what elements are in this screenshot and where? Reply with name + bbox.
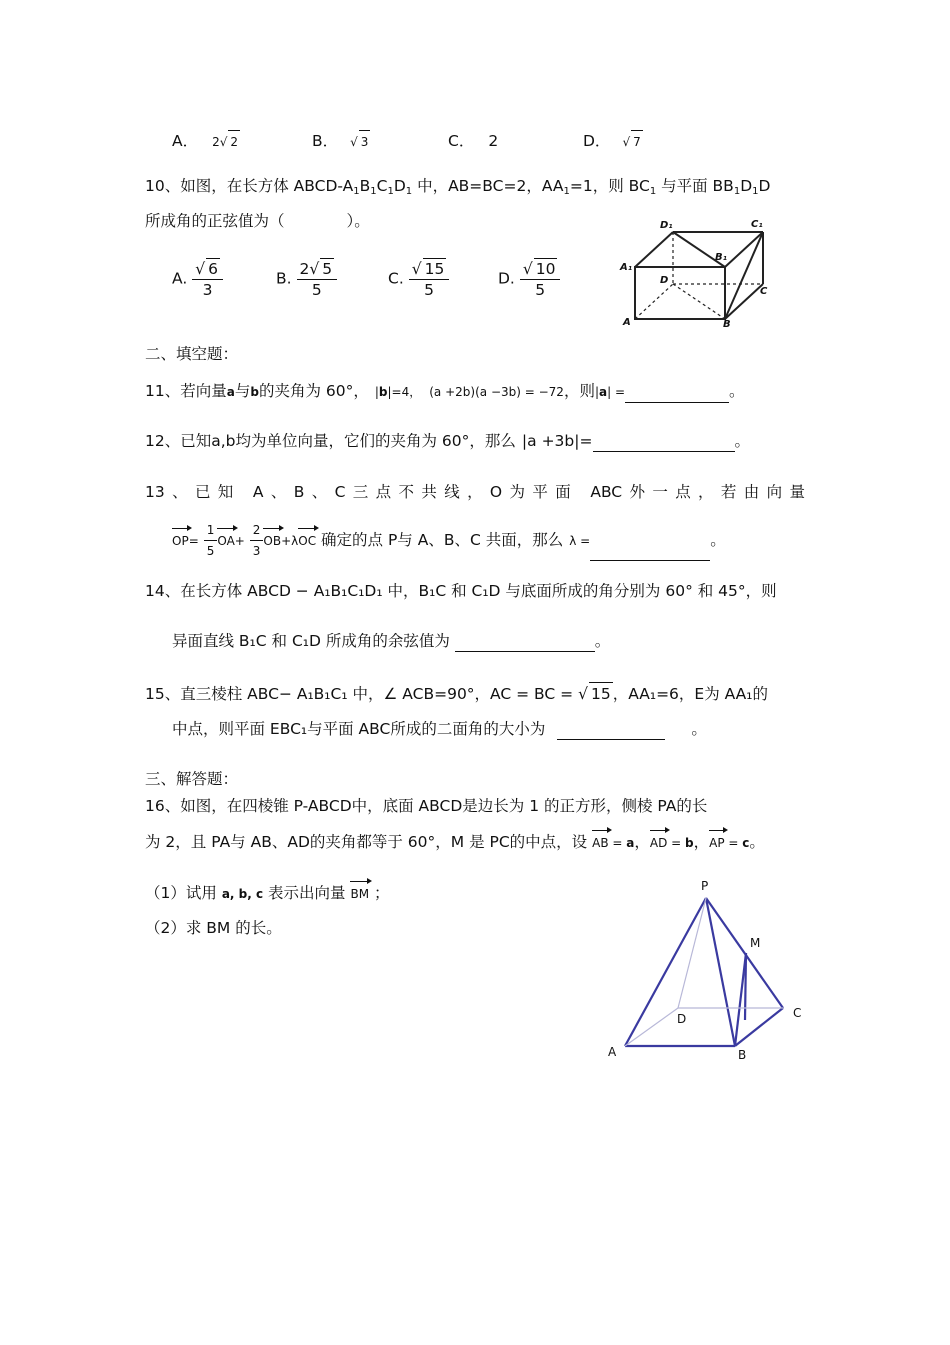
q10-option-b: B. $\frac{2√ 5}{5}$ bbox=[276, 258, 337, 300]
q10-option-c: C. $\frac{√ 15}{5}$ bbox=[388, 258, 449, 300]
pyramid-figure bbox=[600, 875, 810, 1065]
label-C: C bbox=[760, 286, 768, 297]
q15-line2: 中点，则平面 EBC₁与平面 ABC所成的二面角的大小为 。 bbox=[172, 720, 707, 738]
section-fill-in-title: 二、填空题： bbox=[145, 345, 239, 363]
q11-text: 11、若向量a与b的夹角为 60°， |b|=4， (a +2b)(a −3b) = −72，则|a| = 。 bbox=[145, 380, 745, 403]
q10-option-a: A. $\frac{√ 6}{3}$ bbox=[172, 258, 223, 300]
q12-text: 12、已知a,b均为单位向量，它们的夹角为 60°，那么 |a +3b|= 。 bbox=[145, 432, 751, 450]
section-answer-title: 三、解答题： bbox=[145, 770, 239, 788]
q9-option-c: C． 2 bbox=[448, 132, 499, 150]
q13-line2: OP= $\frac{1}{5}$ OA+ $\frac{2}{3}$ OB+λOC 确定的点 P与 A、B、C 共面，那么 λ = 。 bbox=[172, 520, 726, 561]
q9-option-d: D． √ 7 bbox=[583, 130, 643, 153]
q16-line1: 16、如图，在四棱锥 P-ABCD中，底面 ABCD是边长为 1 的正方形，侧棱 PA的长 bbox=[145, 797, 708, 815]
label-D: D bbox=[677, 1012, 687, 1026]
q16-part2: （2）求 BM 的长。 bbox=[145, 919, 282, 937]
cuboid-figure bbox=[615, 212, 775, 330]
label-A1: A₁ bbox=[620, 262, 633, 273]
label-C: C bbox=[793, 1006, 802, 1020]
label-A: A bbox=[608, 1045, 617, 1059]
q14-line1: 14、在长方体 ABCD − A₁B₁C₁D₁ 中，B₁C 和 C₁D 与底面所成的角分别为 60° 和 45°，则 bbox=[145, 582, 777, 600]
q16-part1: （1）试用 a, b, c 表示出向量 BM ； bbox=[145, 881, 390, 905]
label-D1: D₁ bbox=[660, 220, 673, 231]
label-B: B bbox=[723, 319, 731, 330]
q10-option-d: D. $\frac{√ 10}{5}$ bbox=[498, 258, 560, 300]
q9-option-b: B． √ 3 bbox=[312, 130, 370, 153]
q13-line1: 13、已知 A、B、C三点不共线，O为平面 ABC外一点，若由向量 bbox=[145, 483, 805, 501]
label-P: P bbox=[701, 879, 709, 893]
q10-stem-line2: 所成角的正弦值为（ ）。 bbox=[145, 212, 370, 230]
label-B: B bbox=[738, 1048, 747, 1062]
label-C1: C₁ bbox=[751, 219, 763, 230]
q9-option-a: A． 2√ 2 bbox=[172, 130, 240, 153]
label-B1: B₁ bbox=[715, 252, 728, 263]
label-A: A bbox=[623, 317, 631, 328]
q14-line2: 异面直线 B₁C 和 C₁D 所成角的余弦值为 。 bbox=[172, 632, 611, 650]
label-M: M bbox=[750, 936, 761, 950]
q10-stem-line1: 10、如图，在长方体 ABCD-$A_1B_1C_1D_1$ 中，AB=BC=2，$AA_1=1$，则 $BC_1$ 与平面 $BB_1D_1D$ bbox=[145, 177, 771, 197]
label-D: D bbox=[660, 275, 669, 286]
q16-line2: 为 2，且 PA与 AB、AD的夹角都等于 60°，M 是 PC的中点，设 AB = a，AD = b，AP = c。 bbox=[145, 830, 765, 854]
q15-line1: 15、直三棱柱 ABC− A₁B₁C₁ 中，∠ ACB=90°，AC = BC = √ 15 ，AA₁=6，E为 AA₁的 bbox=[145, 682, 768, 705]
